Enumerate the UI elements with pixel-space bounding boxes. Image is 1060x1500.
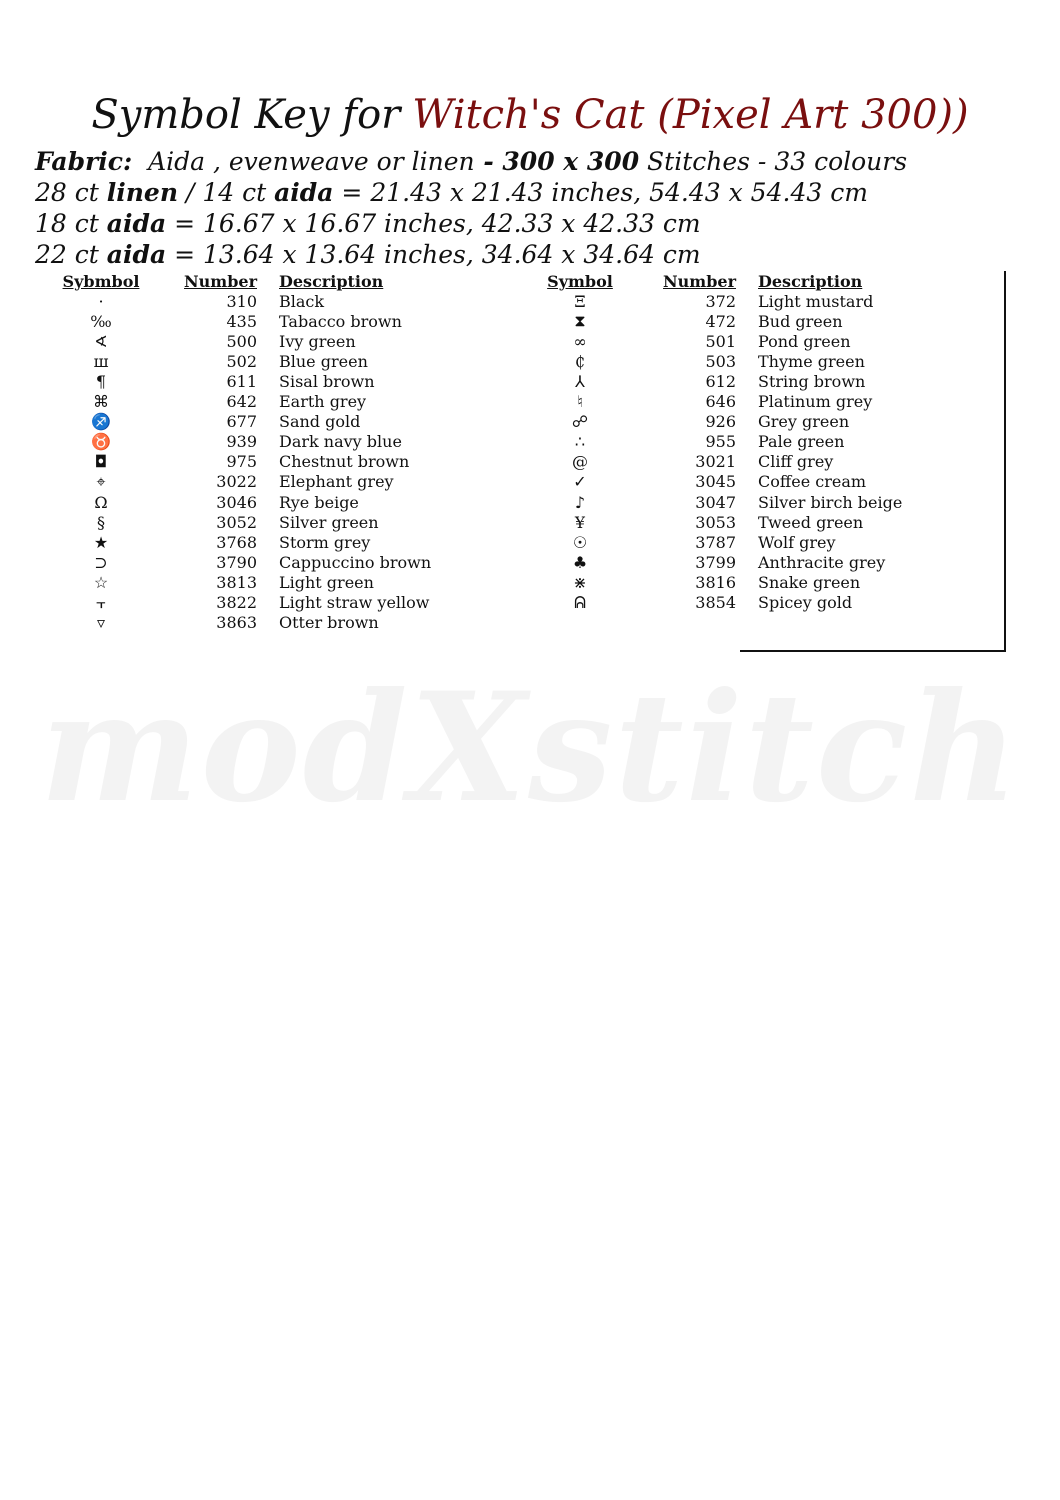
header-symbol: Sybmbol — [62, 271, 140, 291]
size-line-18ct — [35, 209, 701, 239]
color-symbol: ⋇ — [573, 572, 587, 592]
table-row — [55, 552, 431, 572]
color-number: 3822 — [216, 593, 257, 613]
color-symbol: ☆ — [93, 572, 109, 592]
table-header — [55, 271, 431, 291]
color-number: 310 — [226, 291, 257, 311]
table-row — [55, 613, 431, 633]
header-description: Description — [279, 271, 384, 291]
color-description: Cappuccino brown — [279, 552, 432, 572]
color-symbol: ♉ — [91, 432, 111, 452]
table-row — [55, 371, 431, 391]
pattern-name: Witch's Cat (Pixel Art 300)) — [412, 92, 969, 138]
color-number: 503 — [705, 351, 736, 371]
title-prefix: Symbol Key for — [91, 92, 401, 138]
colour-count: Stitches - 33 colours — [639, 147, 908, 176]
color-symbol: ✓ — [573, 472, 587, 492]
color-description: Bud green — [758, 311, 843, 331]
color-symbol: § — [97, 512, 105, 532]
color-symbol: ⊃ — [94, 552, 108, 572]
size-text: 18 ct — [35, 209, 107, 238]
table-row — [534, 572, 902, 592]
table-row — [534, 311, 902, 331]
size-fabric-linen: linen — [106, 178, 179, 207]
table-row — [534, 291, 902, 311]
size-dimensions: = 16.67 x 16.67 inches, 42.33 x 42.33 cm — [166, 209, 701, 238]
table-row — [55, 452, 431, 472]
table-row — [534, 371, 902, 391]
color-description: Sisal brown — [279, 372, 375, 392]
size-fabric-aida: aida — [106, 240, 167, 269]
color-description: String brown — [758, 372, 866, 392]
watermark: modXstitch — [40, 660, 1021, 836]
color-description: Snake green — [758, 572, 861, 592]
color-description: Light straw yellow — [279, 593, 430, 613]
color-description: Silver birch beige — [758, 492, 903, 512]
color-symbol: ◘ — [94, 452, 108, 472]
color-symbol: ⅄ — [575, 372, 585, 392]
color-number: 611 — [226, 372, 257, 392]
color-symbol: Ω — [94, 492, 108, 512]
color-description: Earth grey — [279, 392, 367, 412]
header-symbol: Symbol — [547, 271, 613, 291]
color-number: 3813 — [216, 572, 257, 592]
table-row — [534, 331, 902, 351]
color-symbol: ∢ — [94, 331, 108, 351]
color-description: Elephant grey — [279, 472, 394, 492]
stitch-count: 300 x 300 — [502, 147, 640, 176]
color-description: Cliff grey — [758, 452, 834, 472]
table-row — [55, 351, 431, 371]
color-symbol: Ξ — [574, 291, 586, 311]
color-description: Tweed green — [758, 512, 864, 532]
size-line-28ct — [35, 178, 868, 208]
color-symbol: ☍ — [571, 412, 589, 432]
color-description: Dark navy blue — [279, 432, 402, 452]
color-description: Rye beige — [279, 492, 359, 512]
color-number: 3046 — [216, 492, 257, 512]
color-description: Silver green — [279, 512, 379, 532]
color-symbol: ⧗ — [574, 311, 586, 331]
table-row — [534, 452, 902, 472]
color-number: 3787 — [695, 532, 736, 552]
color-number: 677 — [226, 412, 257, 432]
color-symbol: ш — [93, 351, 109, 371]
color-description: Ivy green — [279, 331, 356, 351]
color-number: 435 — [226, 311, 257, 331]
color-description: Tabacco brown — [279, 311, 402, 331]
table-row — [55, 412, 431, 432]
color-description: Pale green — [758, 432, 845, 452]
header-number: Number — [663, 271, 736, 291]
size-line-22ct — [35, 240, 701, 270]
color-number: 926 — [705, 412, 736, 432]
table-row — [55, 311, 431, 331]
color-number: 3799 — [695, 552, 736, 572]
color-number: 3052 — [216, 512, 257, 532]
table-row — [534, 552, 902, 572]
table-row — [534, 472, 902, 492]
color-number: 372 — [705, 291, 736, 311]
table-row — [534, 412, 902, 432]
color-number: 612 — [705, 372, 736, 392]
color-number: 3816 — [695, 572, 736, 592]
size-dimensions: = 13.64 x 13.64 inches, 34.64 x 34.64 cm — [166, 240, 701, 269]
color-symbol: ♐ — [91, 412, 111, 432]
fabric-line — [35, 147, 907, 177]
color-symbol: ♪ — [574, 492, 586, 512]
color-description: Platinum grey — [758, 392, 873, 412]
color-number: 3022 — [216, 472, 257, 492]
size-text: 22 ct — [35, 240, 107, 269]
color-description: Anthracite grey — [758, 552, 886, 572]
table-row — [55, 331, 431, 351]
color-number: 975 — [226, 452, 257, 472]
color-number: 3790 — [216, 552, 257, 572]
table-row — [55, 492, 431, 512]
table-body — [55, 291, 431, 633]
table-row — [534, 392, 902, 412]
color-number: 472 — [705, 311, 736, 331]
color-symbol: ∴ — [574, 432, 586, 452]
color-number: 939 — [226, 432, 257, 452]
color-description: Grey green — [758, 412, 850, 432]
table-row — [534, 432, 902, 452]
color-symbol: ∞ — [573, 331, 587, 351]
color-symbol: ♮ — [577, 392, 583, 412]
fabric-types: Aida , evenweave or linen — [148, 147, 475, 176]
color-number: 3854 — [695, 593, 736, 613]
color-symbol: · — [98, 291, 104, 311]
table-row — [55, 432, 431, 452]
color-description: Chestnut brown — [279, 452, 410, 472]
color-symbol: ₵ — [574, 351, 586, 371]
table-row — [55, 532, 431, 552]
table-row — [55, 512, 431, 532]
color-symbol: ⫟ — [96, 592, 106, 612]
color-number: 501 — [705, 331, 736, 351]
color-number: 3863 — [216, 613, 257, 633]
color-description: Light green — [279, 572, 374, 592]
color-symbol: ‰ — [90, 311, 112, 331]
color-number: 3047 — [695, 492, 736, 512]
size-fabric-aida: aida — [106, 209, 167, 238]
table-row — [55, 291, 431, 311]
header-number: Number — [184, 271, 257, 291]
color-description: Storm grey — [279, 532, 371, 552]
color-symbol: ★ — [93, 532, 109, 552]
color-symbol: ¶ — [95, 372, 107, 392]
color-symbol: ⌖ — [96, 471, 106, 491]
color-number: 646 — [705, 392, 736, 412]
color-description: Black — [279, 291, 325, 311]
color-number: 955 — [705, 432, 736, 452]
header-description: Description — [758, 271, 863, 291]
table-row — [534, 532, 902, 552]
color-description: Spicey gold — [758, 593, 853, 613]
color-symbol: @ — [572, 452, 588, 472]
table-row — [534, 351, 902, 371]
color-symbol: ☉ — [572, 532, 588, 552]
color-symbol: ⌘ — [93, 392, 109, 412]
table-body — [534, 291, 902, 613]
symbol-key-table-left — [55, 271, 431, 633]
size-fabric-aida: aida — [274, 178, 334, 207]
symbol-key-table-right — [534, 271, 902, 613]
color-number: 3053 — [695, 512, 736, 532]
color-number: 3768 — [216, 532, 257, 552]
table-header — [534, 271, 902, 291]
color-number: 500 — [226, 331, 257, 351]
color-description: Coffee cream — [758, 472, 867, 492]
color-number: 642 — [226, 392, 257, 412]
table-row — [534, 593, 902, 613]
color-symbol: ♣ — [572, 552, 588, 572]
size-text: / 14 ct — [178, 178, 275, 207]
color-description: Light mustard — [758, 291, 874, 311]
table-row — [55, 472, 431, 492]
page-title — [0, 92, 1060, 138]
color-description: Thyme green — [758, 351, 865, 371]
size-dimensions: = 21.43 x 21.43 inches, 54.43 x 54.43 cm — [333, 178, 868, 207]
table-row — [534, 512, 902, 532]
table-row — [55, 593, 431, 613]
color-number: 3021 — [695, 452, 736, 472]
color-number: 502 — [226, 351, 257, 371]
table-row — [55, 572, 431, 592]
table-frame-right — [1004, 271, 1006, 651]
color-description: Wolf grey — [758, 532, 836, 552]
table-frame-bottom — [740, 650, 1006, 652]
table-row — [534, 492, 902, 512]
table-row — [55, 392, 431, 412]
fabric-label: Fabric: — [35, 147, 133, 176]
color-description: Sand gold — [279, 412, 361, 432]
size-text: 28 ct — [35, 178, 107, 207]
color-description: Otter brown — [279, 613, 379, 633]
color-description: Blue green — [279, 351, 368, 371]
color-symbol: ▿ — [96, 613, 106, 633]
color-description: Pond green — [758, 331, 851, 351]
color-symbol: ¥ — [574, 512, 586, 532]
color-number: 3045 — [695, 472, 736, 492]
fabric-separator: - — [474, 147, 503, 176]
color-symbol: ᕱ — [574, 592, 586, 612]
